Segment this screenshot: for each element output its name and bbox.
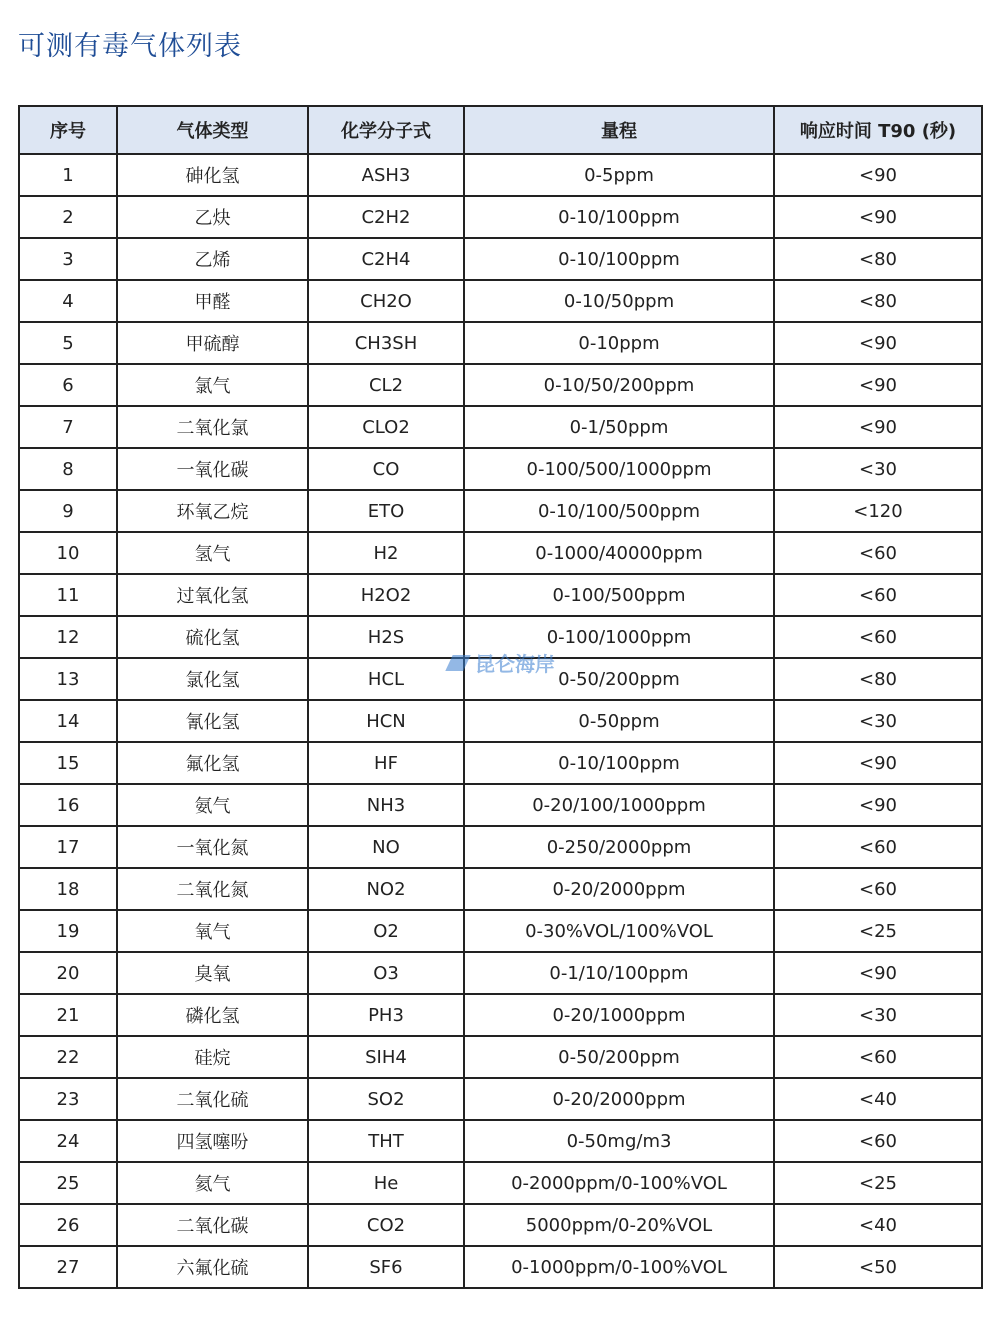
cell-index: 9: [19, 490, 117, 532]
cell-index: 26: [19, 1204, 117, 1246]
cell-range: 0-20/1000ppm: [464, 994, 774, 1036]
header-index: 序号: [19, 106, 117, 154]
cell-response-time: <60: [774, 1120, 982, 1162]
cell-range: 0-1/50ppm: [464, 406, 774, 448]
cell-range: 0-20/2000ppm: [464, 868, 774, 910]
cell-range: 5000ppm/0-20%VOL: [464, 1204, 774, 1246]
cell-gas-type: 氦气: [117, 1162, 308, 1204]
cell-index: 19: [19, 910, 117, 952]
cell-formula: H2: [308, 532, 464, 574]
cell-response-time: <40: [774, 1078, 982, 1120]
cell-range: 0-20/100/1000ppm: [464, 784, 774, 826]
table-row: [19, 952, 982, 994]
cell-gas-type: 乙炔: [117, 196, 308, 238]
cell-gas-type: 甲硫醇: [117, 322, 308, 364]
cell-formula: HCN: [308, 700, 464, 742]
cell-formula: O2: [308, 910, 464, 952]
cell-response-time: <90: [774, 154, 982, 196]
table-row: [19, 322, 982, 364]
table-row: [19, 406, 982, 448]
cell-response-time: <60: [774, 532, 982, 574]
cell-index: 22: [19, 1036, 117, 1078]
cell-gas-type: 一氧化氮: [117, 826, 308, 868]
cell-response-time: <30: [774, 448, 982, 490]
table-row: [19, 784, 982, 826]
table-row: [19, 1078, 982, 1120]
cell-index: 5: [19, 322, 117, 364]
table-row: [19, 532, 982, 574]
cell-gas-type: 甲醛: [117, 280, 308, 322]
table-row: [19, 1120, 982, 1162]
cell-index: 16: [19, 784, 117, 826]
cell-response-time: <25: [774, 910, 982, 952]
header-formula: 化学分子式: [308, 106, 464, 154]
cell-formula: ASH3: [308, 154, 464, 196]
cell-gas-type: 硅烷: [117, 1036, 308, 1078]
cell-response-time: <30: [774, 994, 982, 1036]
cell-gas-type: 氯气: [117, 364, 308, 406]
cell-index: 6: [19, 364, 117, 406]
cell-range: 0-50/200ppm: [464, 658, 774, 700]
cell-range: 0-10/100/500ppm: [464, 490, 774, 532]
table-row: [19, 574, 982, 616]
cell-index: 11: [19, 574, 117, 616]
cell-formula: SIH4: [308, 1036, 464, 1078]
table-row: [19, 742, 982, 784]
cell-gas-type: 氰化氢: [117, 700, 308, 742]
cell-range: 0-20/2000ppm: [464, 1078, 774, 1120]
table-row: [19, 910, 982, 952]
cell-response-time: <40: [774, 1204, 982, 1246]
cell-formula: SO2: [308, 1078, 464, 1120]
header-gas-type: 气体类型: [117, 106, 308, 154]
page-title: 可测有毒气体列表: [18, 31, 242, 62]
cell-index: 15: [19, 742, 117, 784]
cell-range: 0-50/200ppm: [464, 1036, 774, 1078]
cell-range: 0-10ppm: [464, 322, 774, 364]
cell-gas-type: 氨气: [117, 784, 308, 826]
cell-gas-type: 二氧化碳: [117, 1204, 308, 1246]
cell-index: 1: [19, 154, 117, 196]
cell-formula: NH3: [308, 784, 464, 826]
gas-table: [18, 105, 983, 1289]
cell-response-time: <90: [774, 742, 982, 784]
header-response-time: 响应时间 T90 (秒): [774, 106, 982, 154]
table-row: [19, 448, 982, 490]
cell-response-time: <60: [774, 1036, 982, 1078]
cell-range: 0-100/500ppm: [464, 574, 774, 616]
table-row: [19, 364, 982, 406]
cell-gas-type: 二氧化氮: [117, 868, 308, 910]
cell-gas-type: 乙烯: [117, 238, 308, 280]
cell-index: 3: [19, 238, 117, 280]
table-header: [19, 106, 982, 154]
cell-index: 4: [19, 280, 117, 322]
cell-response-time: <120: [774, 490, 982, 532]
cell-response-time: <60: [774, 574, 982, 616]
cell-range: 0-5ppm: [464, 154, 774, 196]
cell-response-time: <60: [774, 826, 982, 868]
header-row: [19, 106, 982, 154]
cell-gas-type: 砷化氢: [117, 154, 308, 196]
table-row: [19, 196, 982, 238]
cell-response-time: <90: [774, 196, 982, 238]
cell-response-time: <60: [774, 616, 982, 658]
cell-gas-type: 二氧化硫: [117, 1078, 308, 1120]
cell-index: 21: [19, 994, 117, 1036]
watermark-text: 昆仑海岸: [475, 652, 555, 676]
cell-gas-type: 一氧化碳: [117, 448, 308, 490]
cell-range: 0-1/10/100ppm: [464, 952, 774, 994]
cell-formula: NO2: [308, 868, 464, 910]
cell-response-time: <25: [774, 1162, 982, 1204]
cell-response-time: <60: [774, 868, 982, 910]
cell-range: 0-100/1000ppm: [464, 616, 774, 658]
cell-formula: CH3SH: [308, 322, 464, 364]
cell-gas-type: 四氢噻吩: [117, 1120, 308, 1162]
cell-range: 0-30%VOL/100%VOL: [464, 910, 774, 952]
cell-formula: SF6: [308, 1246, 464, 1288]
cell-formula: C2H4: [308, 238, 464, 280]
cell-gas-type: 氢气: [117, 532, 308, 574]
cell-index: 18: [19, 868, 117, 910]
table-row: [19, 490, 982, 532]
cell-formula: CO: [308, 448, 464, 490]
cell-response-time: <80: [774, 238, 982, 280]
cell-formula: CLO2: [308, 406, 464, 448]
cell-response-time: <80: [774, 280, 982, 322]
cell-range: 0-10/100ppm: [464, 742, 774, 784]
cell-range: 0-10/50/200ppm: [464, 364, 774, 406]
cell-gas-type: 六氟化硫: [117, 1246, 308, 1288]
table-row: [19, 1204, 982, 1246]
cell-formula: THT: [308, 1120, 464, 1162]
cell-range: 0-50mg/m3: [464, 1120, 774, 1162]
cell-formula: HF: [308, 742, 464, 784]
cell-response-time: <90: [774, 322, 982, 364]
cell-index: 17: [19, 826, 117, 868]
cell-formula: C2H2: [308, 196, 464, 238]
cell-index: 10: [19, 532, 117, 574]
table-body: [19, 154, 982, 1288]
table-row: [19, 994, 982, 1036]
cell-range: 0-10/100ppm: [464, 196, 774, 238]
cell-range: 0-2000ppm/0-100%VOL: [464, 1162, 774, 1204]
cell-index: 7: [19, 406, 117, 448]
cell-range: 0-1000ppm/0-100%VOL: [464, 1246, 774, 1288]
cell-range: 0-10/50ppm: [464, 280, 774, 322]
table-row: [19, 1246, 982, 1288]
cell-range: 0-1000/40000ppm: [464, 532, 774, 574]
cell-range: 0-250/2000ppm: [464, 826, 774, 868]
cell-response-time: <90: [774, 364, 982, 406]
cell-formula: H2S: [308, 616, 464, 658]
cell-response-time: <90: [774, 952, 982, 994]
cell-gas-type: 氧气: [117, 910, 308, 952]
cell-gas-type: 磷化氢: [117, 994, 308, 1036]
cell-range: 0-50ppm: [464, 700, 774, 742]
header-range: 量程: [464, 106, 774, 154]
table-row: [19, 238, 982, 280]
cell-index: 25: [19, 1162, 117, 1204]
cell-gas-type: 臭氧: [117, 952, 308, 994]
cell-response-time: <80: [774, 658, 982, 700]
cell-formula: CO2: [308, 1204, 464, 1246]
table-row: [19, 826, 982, 868]
cell-formula: H2O2: [308, 574, 464, 616]
cell-index: 14: [19, 700, 117, 742]
cell-index: 13: [19, 658, 117, 700]
table-row: [19, 700, 982, 742]
cell-index: 23: [19, 1078, 117, 1120]
cell-index: 8: [19, 448, 117, 490]
cell-index: 2: [19, 196, 117, 238]
cell-formula: O3: [308, 952, 464, 994]
cell-formula: CH2O: [308, 280, 464, 322]
cell-gas-type: 硫化氢: [117, 616, 308, 658]
cell-gas-type: 环氧乙烷: [117, 490, 308, 532]
cell-gas-type: 二氧化氯: [117, 406, 308, 448]
cell-gas-type: 氟化氢: [117, 742, 308, 784]
cell-formula: HCL: [308, 658, 464, 700]
cell-response-time: <90: [774, 784, 982, 826]
cell-index: 24: [19, 1120, 117, 1162]
brand-logo-icon: [445, 653, 471, 673]
cell-formula: He: [308, 1162, 464, 1204]
cell-response-time: <90: [774, 406, 982, 448]
watermark-logo: [445, 648, 555, 677]
table-row: [19, 1036, 982, 1078]
cell-formula: CL2: [308, 364, 464, 406]
table-row: [19, 1162, 982, 1204]
table-row: [19, 868, 982, 910]
cell-formula: PH3: [308, 994, 464, 1036]
cell-range: 0-10/100ppm: [464, 238, 774, 280]
table-row: [19, 154, 982, 196]
cell-gas-type: 过氧化氢: [117, 574, 308, 616]
cell-formula: NO: [308, 826, 464, 868]
cell-response-time: <30: [774, 700, 982, 742]
cell-gas-type: 氯化氢: [117, 658, 308, 700]
cell-response-time: <50: [774, 1246, 982, 1288]
cell-index: 20: [19, 952, 117, 994]
table-row: [19, 280, 982, 322]
cell-range: 0-100/500/1000ppm: [464, 448, 774, 490]
cell-index: 27: [19, 1246, 117, 1288]
cell-index: 12: [19, 616, 117, 658]
cell-formula: ETO: [308, 490, 464, 532]
